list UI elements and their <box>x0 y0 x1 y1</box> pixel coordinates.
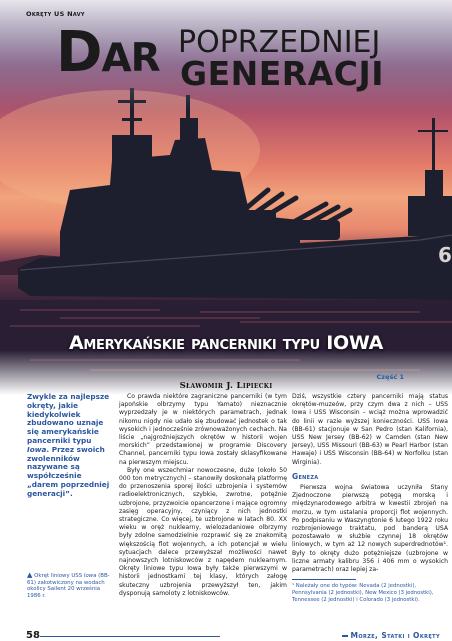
lead-text-1: Zwykle za najlepsze okręty, jakie kiedykolwiek zbudowano uznaje się amerykańskie pancerniki typu <box>27 392 110 445</box>
body-paragraph: Co prawda niektóre zagraniczne pancerniki (w tym japońskie olbrzymy typu Yamato) nieznacznie wyprzedzały je w niektórych parametrach, jednak nikomu nigdy nie udało się zbudować jednostek o tak wysokich i jednocześnie zrównoważonych cechach. Na liście „najgroźniejszych okrętów w historii wojen morskich” przedstawionej w programie Discovery Channel, pancerniki typu Iowa zostały sklasyfikowane na pierwszym miejscu. <box>119 393 287 466</box>
caption-ship-name: Iowa <box>83 573 97 579</box>
body-paragraph: Dziś, wszystkie cztery pancerniki mają status okrętów-muzeów, przy czym dwa z nich – USS Iowa i USS Wisconsin – wciąż można wprowadzić do linii w razie wyższej konieczności. USS Iowa (BB-61) stacjonuje w San Pedro (stan Kalifornia), USS New Jersey (BB-62) w Camden (stan New Jersey), USS Missouri (BB-63) w Pearl Harbor (stan Hawaje) i USS Wisconsin (BB-64) w Norfolku (stan Wirginia). <box>292 393 448 466</box>
photo-caption <box>27 572 111 599</box>
hull-number: 6 <box>438 243 452 267</box>
section-tag: Okręty US Navy <box>26 10 85 18</box>
caption-arrow-icon: ▲ <box>27 571 33 579</box>
lead-text-2: . Przez swoich zwolenników nazywane są współcześnie „darem poprzedniej generacji”. <box>27 444 110 498</box>
footnote: ¹ Należały one do typów: Nevada (2 jednostki), Pennsylvania (2 jednostki), New Mexico (3 jednostki), Tennessee (2 jednostki) i Colorado (3 jednostki). <box>292 583 434 604</box>
title-line-bottom: GENERACJI <box>180 54 385 93</box>
article-subtitle: Amerykańskie pancerniki typu IOWA <box>68 332 384 354</box>
page-number: 58 <box>26 630 40 641</box>
author-byline: Sławomir J. Lipiecki <box>179 381 273 391</box>
lead-text-italic: Iowa <box>27 444 47 454</box>
part-label: Część 1 <box>376 373 404 381</box>
lead-paragraph <box>27 393 115 499</box>
section-heading-geneza: Geneza <box>292 471 319 481</box>
footer-rule <box>40 636 220 637</box>
title-word-dar: Dar <box>56 20 160 85</box>
article-column-1 <box>119 393 287 598</box>
magazine-name <box>340 631 440 640</box>
footer-bar-icon <box>342 635 348 637</box>
footnote-divider <box>292 579 356 580</box>
caption-text-2: (BB-61) zakotwiczony na wodach okolicy Sailent 20 września 1986 r. <box>27 573 110 599</box>
magazine-title: Morze, Statki i Okręty <box>350 631 440 640</box>
body-paragraph: Pierwsza wojna światowa uczyniła Stany Zjednoczone pierwszą potęgą morską i międzynarodowego arbitra w kwestii zbrojeń na morzu, w tym ustalania proporcji flot wojennych. Po podpisaniu w Waszyngtonie 6 lutego 1922 roku rozbrojeniowego traktatu, pod banderą USA pozostawało w służbie czynnej 18 okrętów liniowych, w tym aż 12 nowych superdrednotów¹. Były to okręty dużo potężniejsze (uzbrojone w liczne armaty kalibru 356 i 406 mm o wysokich parametrach) oraz lepiej za- <box>292 484 448 574</box>
title-line-top: POPRZEDNIEJ <box>178 25 381 60</box>
body-paragraph: Były one wszechmiar nowoczesne, duże (około 50 000 ton metrycznych) – stanowiły doskonałą platformę do przenoszenia sporej ilości uzbrojenia i systemów radioelektronicznych, szybkie, zwrotne, potężnie uzbrojone, przyzwoicie opancerzone i mające ogromny zasięg operacyjny, czyniący z nich jednostki strategiczne. Co więcej, te uzbrojone w latach 80. XX wieku w oręż nuklearny, wielozadaniowe olbrzymy były zdolne samodzielnie rozprawić się ze znakomitą większością flot wojennych, a ich potencjał w wielu sytuacjach dalece przewyższał możliwości nawet najnowszych lotniskowców z napędem nuklearnym. Okręty liniowe typu Iowa były także pierwszymi w historii jednostkami tej klasy, których załogę skuteczny uzbrojenia przewyższył ten, jakim dysponują samoloty z lotniskowców. <box>119 466 287 597</box>
caption-text-1: Okręt liniowy USS <box>34 573 84 579</box>
article-column-2 <box>292 393 448 604</box>
